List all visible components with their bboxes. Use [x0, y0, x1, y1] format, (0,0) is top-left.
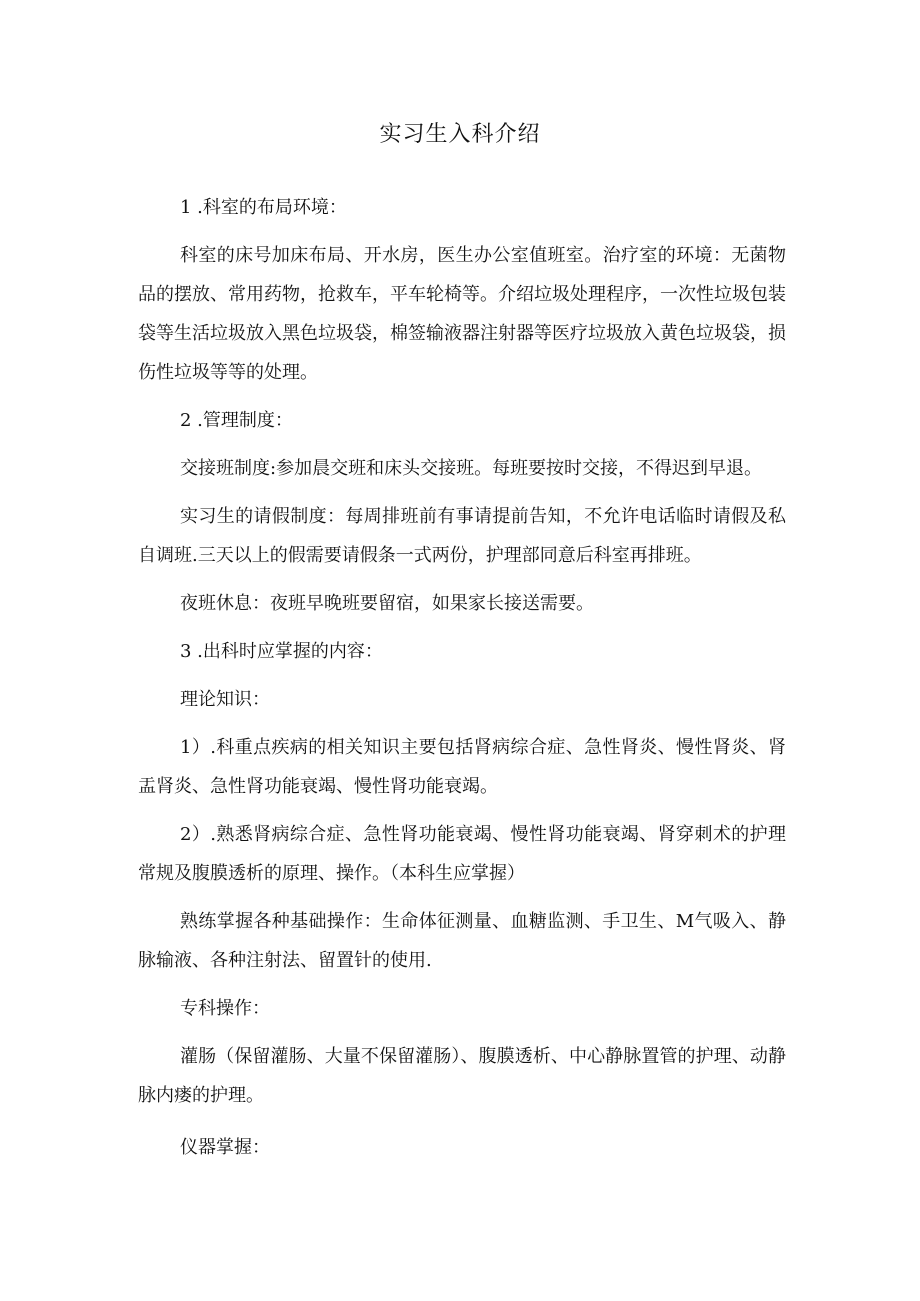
document-body	[138, 188, 786, 1167]
paragraph-basic-operations: 熟练掌握各种基础操作：生命体征测量、血糖监测、手卫生、M气吸入、静脉输液、各种注射法、留置针的使用.	[138, 911, 786, 971]
paragraph-instrument-label: 仪器掌握：	[180, 1137, 270, 1158]
paragraph-layout-details: 科室的床号加床布局、开水房，医生办公室值班室。治疗室的环境：无菌物品的摆放、常用药物，抢救车，平车轮椅等。介绍垃圾处理程序，一次性垃圾包装袋等生活垃圾放入黑色垃圾袋，棉签输液器注射器等医疗垃圾放入黄色垃圾袋，损伤性垃圾等等的处理。	[138, 245, 786, 383]
section-heading-requirements: 3 .出科时应掌握的内容：	[180, 641, 383, 662]
page-title: 实习生入科介绍	[379, 122, 541, 147]
paragraph-leave-policy: 实习生的请假制度：每周排班前有事请提前告知，不允许电话临时请假及私自调班.三天以上的假需要请假条一式两份，护理部同意后科室再排班。	[138, 506, 786, 566]
list-item-1: 1）.科重点疾病的相关知识主要包括肾病综合症、急性肾炎、慢性肾炎、肾盂肾炎、急性肾功能衰竭、慢性肾功能衰竭。	[138, 737, 786, 797]
section-heading-layout: 1 .科室的布局环境：	[180, 197, 347, 218]
section-heading-management: 2 .管理制度：	[180, 410, 293, 431]
paragraph-theory-label: 理论知识：	[180, 689, 270, 710]
paragraph-specialty-operations: 灌肠（保留灌肠、大量不保留灌肠）、腹膜透析、中心静脉置管的护理、动静脉内瘘的护理。	[138, 1046, 786, 1106]
paragraph-night-shift: 夜班休息：夜班早晚班要留宿，如果家长接送需要。	[180, 593, 594, 614]
list-item-2: 2）.熟悉肾病综合症、急性肾功能衰竭、慢性肾功能衰竭、肾穿刺术的护理常规及腹膜透析的原理、操作。（本科生应掌握）	[138, 824, 786, 884]
paragraph-specialty-label: 专科操作：	[180, 998, 270, 1019]
paragraph-shift-handover: 交接班制度:参加晨交班和床头交接班。每班要按时交接，不得迟到早退。	[180, 458, 763, 479]
